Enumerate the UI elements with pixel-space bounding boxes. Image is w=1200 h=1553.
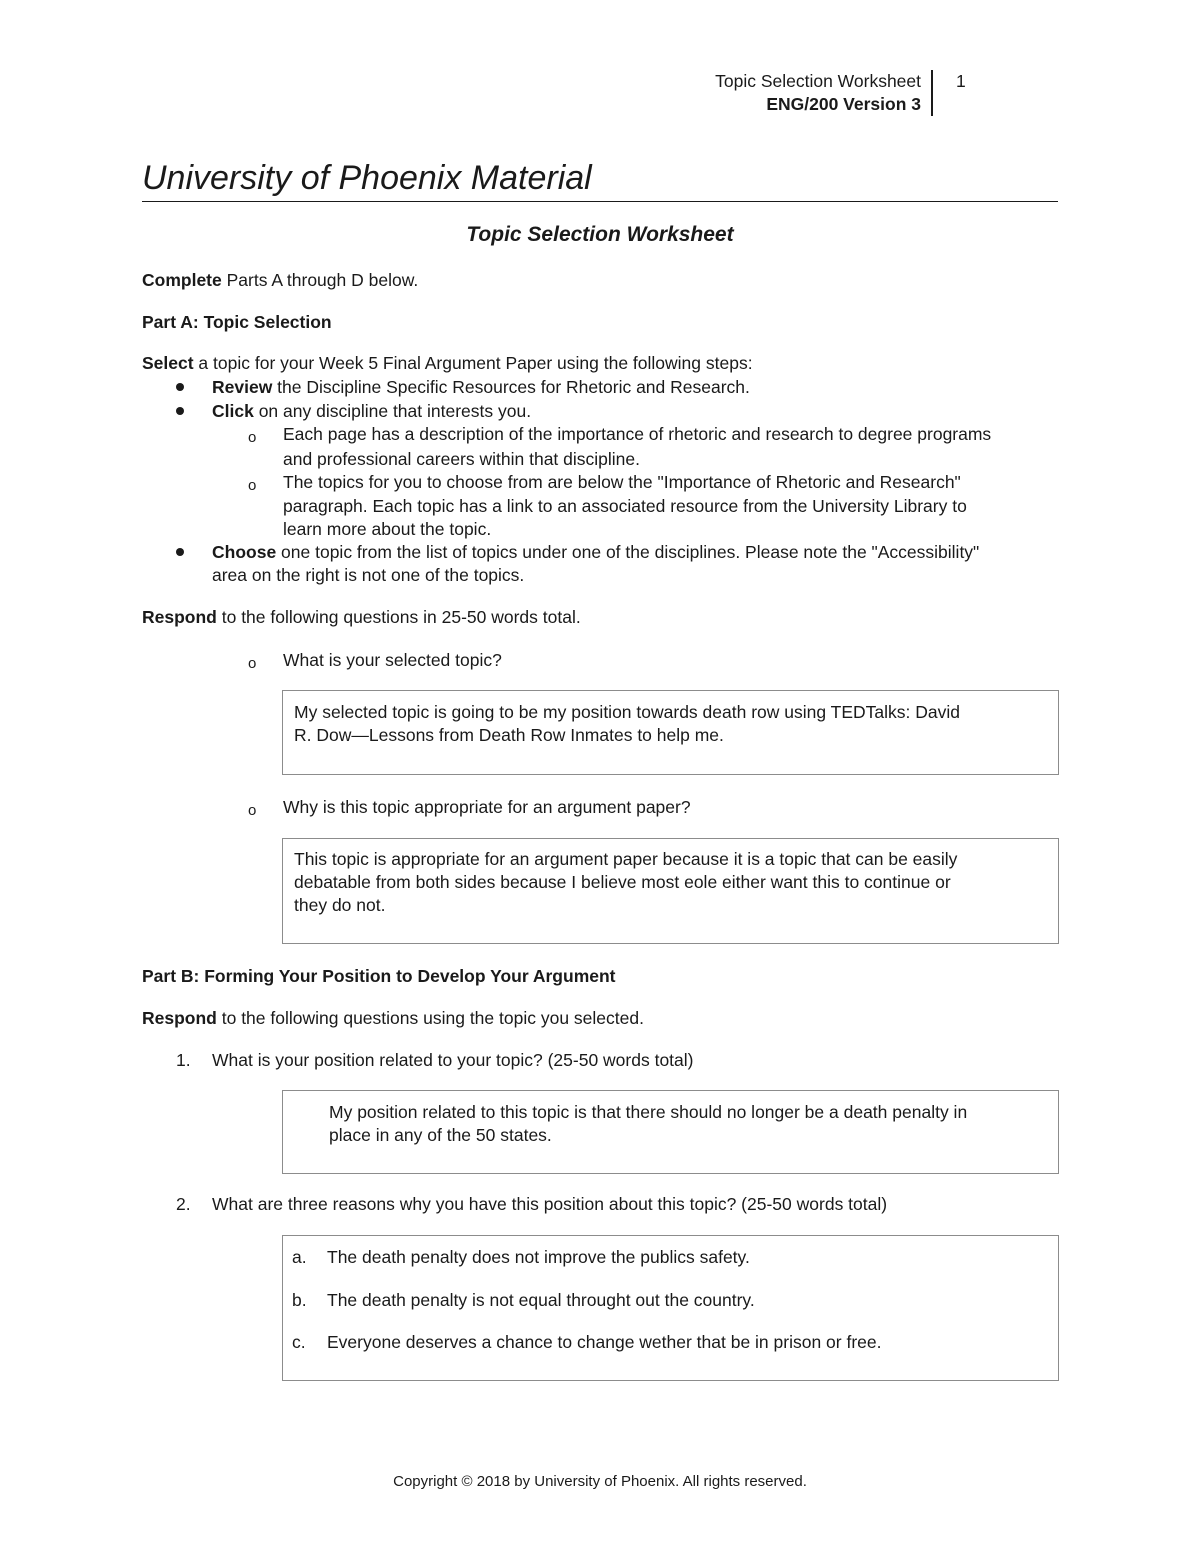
header-course: ENG/200 Version 3: [766, 94, 921, 114]
respond-b-rest: to the following questions using the topic you selected.: [216, 1008, 644, 1028]
respond-a-rest: to the following questions in 25-50 words total.: [216, 607, 581, 627]
bullet-click-bold: Click: [212, 401, 254, 421]
sub-bullet-2-line1: The topics for you to choose from are below the "Importance of Rhetoric and Research": [283, 472, 961, 492]
respond-line-b: [142, 1007, 644, 1030]
copyright-footer: Copyright © 2018 by University of Phoenix. All rights reserved.: [393, 1473, 807, 1490]
bullet-icon: [176, 407, 184, 415]
reason-text: Everyone deserves a chance to change wether that be in prison or free.: [327, 1332, 882, 1352]
reason-letter: a.: [292, 1247, 307, 1267]
document-title: Topic Selection Worksheet: [466, 223, 734, 246]
respond-b-bold: Respond: [142, 1008, 217, 1028]
part-a-heading: Part A: Topic Selection: [142, 312, 332, 332]
bullet-click: [212, 400, 531, 423]
respond-a-bold: Respond: [142, 607, 217, 627]
circle-bullet-icon: o: [248, 477, 257, 494]
reason-text: The death penalty does not improve the publics safety.: [327, 1247, 750, 1267]
answer-text: R. Dow—Lessons from Death Row Inmates to help me.: [294, 725, 724, 745]
brand-title: University of Phoenix Material: [142, 157, 1058, 202]
circle-bullet-icon: o: [248, 655, 257, 672]
sub-bullet-1-line2: and professional careers within that discipline.: [283, 449, 640, 469]
bullet-icon: [176, 383, 184, 391]
answer-text: place in any of the 50 states.: [329, 1125, 552, 1145]
bullet-click-rest: on any discipline that interests you.: [253, 401, 532, 421]
answer-text: My selected topic is going to be my position towards death row using TEDTalks: David: [294, 702, 960, 722]
bullet-icon: [176, 548, 184, 556]
bullet-choose-bold: Choose: [212, 542, 277, 562]
answer-box-reasons[interactable]: [282, 1235, 1059, 1381]
bullet-review-bold: Review: [212, 377, 273, 397]
reason-letter: c.: [292, 1332, 306, 1352]
select-line: [142, 352, 753, 375]
bullet-choose-line2: area on the right is not one of the topics.: [212, 565, 525, 585]
part-b-heading: Part B: Forming Your Position to Develop Your Argument: [142, 966, 616, 986]
intro-bold: Complete: [142, 270, 222, 290]
q1-prompt: What is your position related to your topic? (25-50 words total): [212, 1050, 694, 1070]
sub-bullet-1-line1: Each page has a description of the importance of rhetoric and research to degree programs: [283, 424, 992, 444]
reason-text: The death penalty is not equal throught out the country.: [327, 1290, 755, 1310]
bullet-review: [212, 376, 750, 399]
answer-text: debatable from both sides because I believe most eole either want this to continue or: [294, 872, 951, 892]
page-number: 1: [956, 71, 966, 91]
answer-text: This topic is appropriate for an argument paper because it is a topic that can be easily: [294, 849, 958, 869]
sub-bullet-2-line2: paragraph. Each topic has a link to an associated resource from the University Library to: [283, 496, 967, 516]
circle-bullet-icon: o: [248, 802, 257, 819]
header-title: Topic Selection Worksheet: [715, 71, 921, 91]
q2-prompt: What are three reasons why you have this position about this topic? (25-50 words total): [212, 1194, 888, 1214]
select-bold: Select: [142, 353, 194, 373]
respond-line-a: [142, 606, 581, 629]
answer-text: My position related to this topic is that there should no longer be a death penalty in: [329, 1102, 968, 1122]
intro-rest: Parts A through D below.: [221, 270, 419, 290]
q2-number: 2.: [176, 1194, 191, 1214]
intro-line: [142, 269, 418, 292]
question-appropriate: Why is this topic appropriate for an argument paper?: [283, 797, 691, 817]
bullet-choose-rest: one topic from the list of topics under one of the disciplines. Please note the "Accessibility": [276, 542, 980, 562]
reason-letter: b.: [292, 1290, 307, 1310]
question-topic: What is your selected topic?: [283, 650, 502, 670]
running-header: [715, 70, 933, 116]
answer-text: they do not.: [294, 895, 386, 915]
select-rest: a topic for your Week 5 Final Argument Paper using the following steps:: [193, 353, 753, 373]
circle-bullet-icon: o: [248, 429, 257, 446]
bullet-choose: [212, 541, 979, 564]
answer-box-topic[interactable]: [282, 690, 1059, 775]
q1-number: 1.: [176, 1050, 191, 1070]
bullet-review-rest: the Discipline Specific Resources for Rhetoric and Research.: [272, 377, 750, 397]
sub-bullet-2-line3: learn more about the topic.: [283, 519, 492, 539]
answer-box-position[interactable]: [282, 1090, 1059, 1174]
answer-box-appropriate[interactable]: [282, 838, 1059, 944]
